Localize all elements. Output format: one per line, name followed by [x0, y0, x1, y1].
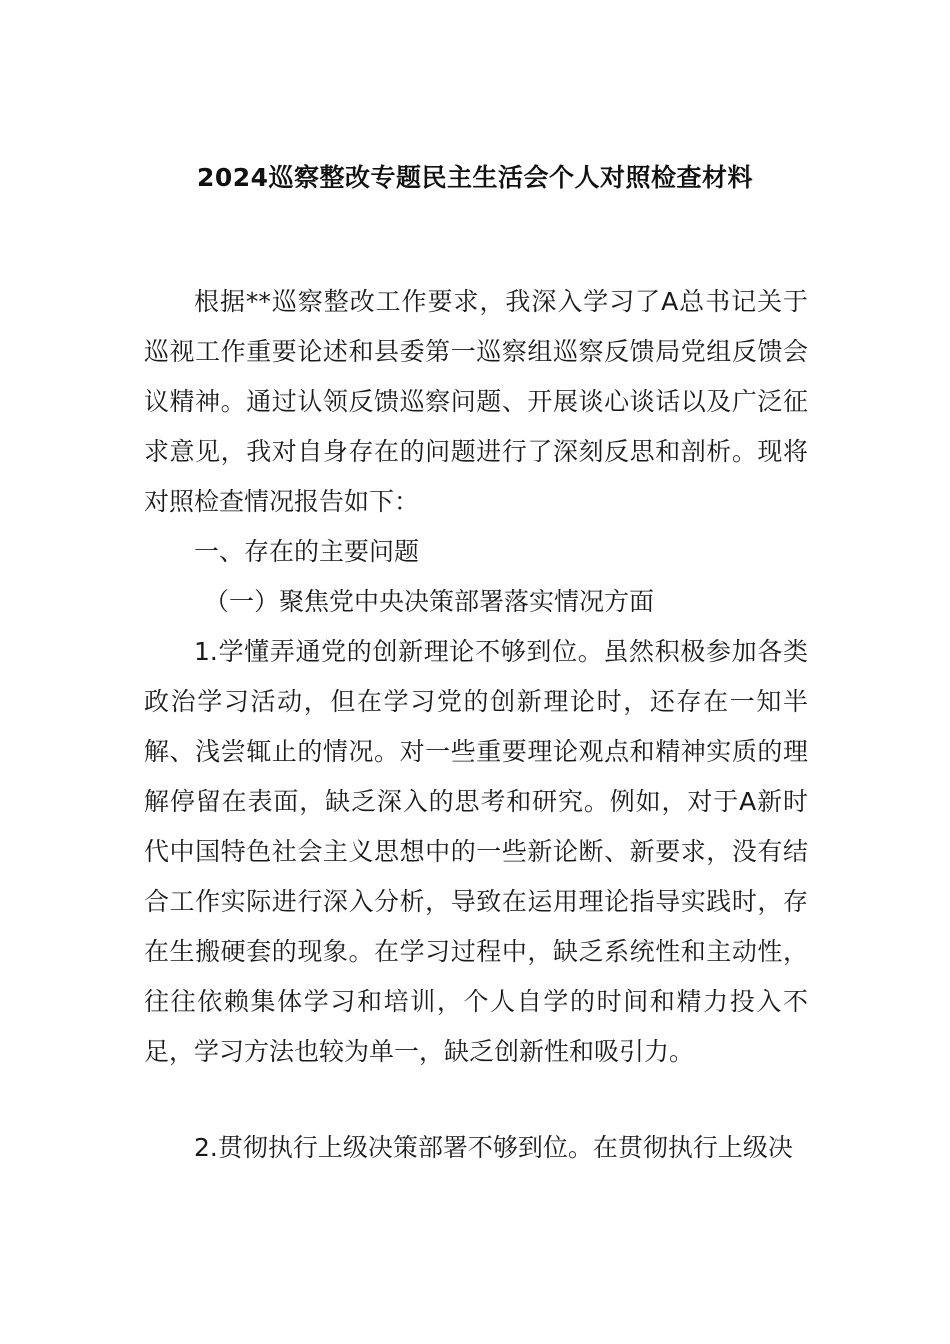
- item-1-paragraph: 1.学懂弄通党的创新理论不够到位。虽然积极参加各类政治学习活动，但在学习党的创新理论时，还存在一知半解、浅尝辄止的情况。对一些重要理论观点和精神实质的理解停留在表面，缺乏深入的思考和研究。例如，对于A新时代中国特色社会主义思想中的一些新论断、新要求，没有结合工作实际进行深入分析，导致在运用理论指导实践时，存在生搬硬套的现象。在学习过程中，缺乏系统性和主动性，往往依赖集体学习和培训，个人自学的时间和精力投入不足，学习方法也较为单一，缺乏创新性和吸引力。: [144, 637, 808, 1066]
- item-2-paragraph: 2.贯彻执行上级决策部署不够到位。在贯彻执行上级决: [194, 1133, 793, 1162]
- section-heading-block: [144, 527, 808, 577]
- intro-paragraph: 根据**巡察整改工作要求，我深入学习了A总书记关于巡视工作重要论述和县委第一巡察组巡察反馈局党组反馈会议精神。通过认领反馈巡察问题、开展谈心谈话以及广泛征求意见，我对自身存在的问题进行了深刻反思和剖析。现将对照检查情况报告如下：: [144, 287, 808, 516]
- subsection-heading-block: [144, 577, 808, 627]
- intro-paragraph-block: [144, 277, 808, 527]
- subsection-heading-1: （一）聚焦党中央决策部署落实情况方面: [204, 587, 655, 616]
- section-heading-1: 一、存在的主要问题: [194, 537, 420, 566]
- item-1-block: [144, 627, 808, 1077]
- item-2-block: [144, 1123, 808, 1173]
- document-title: 2024巡察整改专题民主生活会个人对照检查材料: [196, 163, 754, 192]
